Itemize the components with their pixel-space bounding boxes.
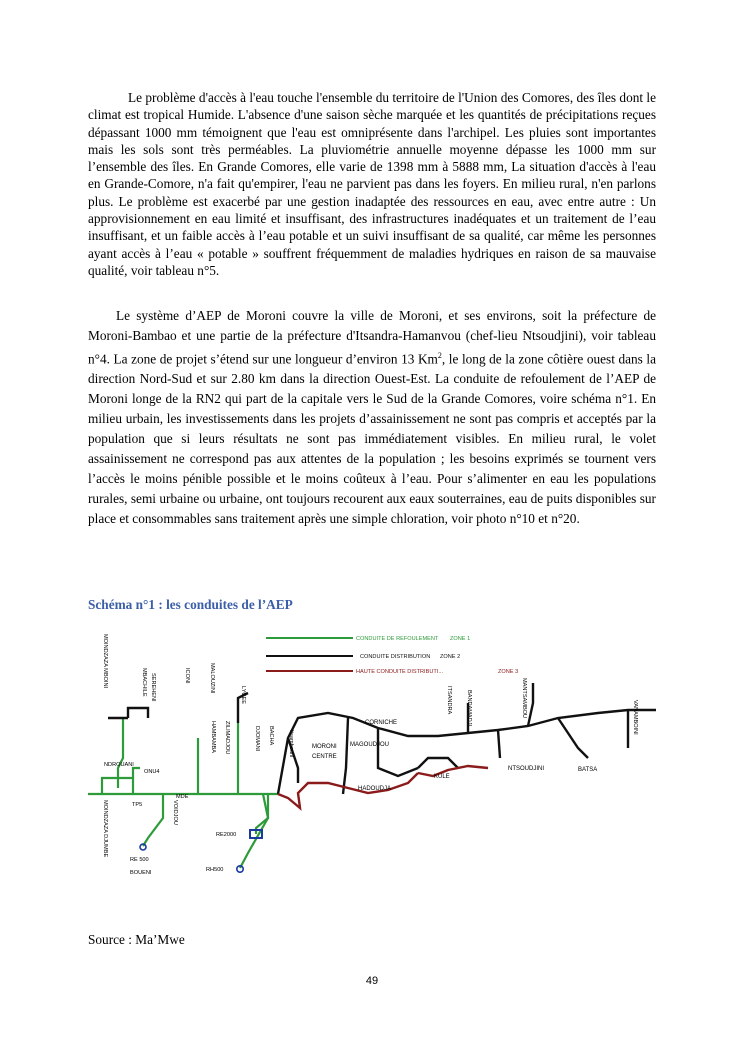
red-kule-line [418,766,488,776]
label-mantsambou: MANTSAMBOU [521,678,527,719]
label-mde: MDE [176,794,189,800]
legend-label-haute: HAUTE CONDUITE DISTRIBUTI... [356,669,444,675]
black-moroni-stub [343,718,348,794]
label-hambaamba: HAMBAMBA [210,721,216,754]
label-magoudjou: MAGOUDJOU [350,742,389,748]
label-moindzaza-djumbe: MOINDZAZA DJUMBE [102,800,108,858]
label-kule: KULE [434,774,450,780]
legend-label-refoulement: CONDUITE DE REFOULEMENT [356,636,439,642]
label-onu4: ONU4 [144,769,160,775]
label-zilimadjou: ZILIMADJOU [224,721,230,755]
label-malouzini: MALOUZINI [209,663,215,694]
legend-label-distribution: CONDUITE DISTRIBUTION [360,654,431,660]
paragraph-aep-moroni [88,306,656,529]
aep-pipeline-schema [88,618,656,882]
black-mbachile [128,708,148,718]
label-hadoudja: HADOUDJA [358,786,392,792]
label-re500: RE 500 [130,857,149,863]
legend-zone-3: ZONE 3 [498,669,519,675]
black-magoudjou [418,758,458,768]
label-rh500: RH500 [206,867,224,873]
label-moindzaza-mboini: MOINDZAZA MBOINI [102,634,108,689]
black-mantsambou [528,683,533,726]
refoulement-lines [88,718,278,868]
green-voidjou-branch [143,794,163,846]
source-caption: Source : Ma’Mwe [88,932,185,947]
label-djomani: DJOMANI [254,726,260,752]
label-centre: CENTRE [312,754,337,760]
label-bandamadji: BANDAMADJI [466,690,472,727]
green-onu4-branch [133,768,140,778]
paragraph-aep-part2: , le long de la zone côtière ouest dans la direction Nord-Sud et sur 2.80 km dans la direction Ouest-Est. La conduite de refoulement de l’AEP de Moroni longe de la RN2 qui part de la capitale vers le Sud de la Grande Comores, voire schéma n°1. En milieu urbain, les investissements dans les projets d’assainissement ne sont pas compris et acceptés par la population que si leurs résultats ne sont pas immédiatement visibles. En milieu rural, le volet assainissement ne correspond pas aux attentes de la population ; les besoins exprimés se tournent vers l’accès le moins pénible possible et le moins coûteux à l’eau. Pour s’alimenter en eau les populations rurales, semi urbaine ou urbaine, ont toujours recourent aux eaux souterraines, eau de puits disponibles sur place et consommables sans traitement après une simple chloration, voir photo n°10 et n°20. [88,351,657,527]
legend-zone-2: ZONE 2 [440,654,461,660]
label-voidjou: VOIDJOU [172,800,178,825]
label-bacha: BACHA [268,726,274,746]
label-tp5: TP5 [132,802,143,808]
label-ndrouani: NDROUANI [104,762,134,768]
label-corniche: CORNICHE [365,720,398,726]
label-boueni: BOUENI [130,870,152,876]
page-number: 49 [365,975,379,987]
label-batsa: BATSA [578,767,598,773]
label-lycee: LYCEE [240,686,246,704]
label-itsandra: ITSANDRA [446,686,452,715]
paragraph-aep-part1: Le système d’AEP de Moroni couvre la ville de Moroni, et ses environs, soit la préfecture de Moroni-Bambao et une partie de la préfecture d'Itsandra-Hamanvou (chef-lieu Ntsoudjini), voir tableau n°4. La zone de projet s’étend sur une longueur d’environ 13 Km [88,308,656,367]
label-sereheni: SEREHENI [150,673,156,702]
paragraph-water-access: Le problème d'accès à l'eau touche l'ensemble du territoire de l'Union des Comores, des îles dont le climat est tropical Humide. L'absence d'une saison sèche marquée et les quantités de précipitations reçues dépassant 1000 mm témoignent que l'eau est omniprésente dans l'archipel. Les pluies sont importantes mais les sols sont très perméables. La pluviométrie annuelle moyenne dépasse les 1000 mm sur l’ensemble des îles. En Grande Comores, elle varie de 1398 mm à 5888 mm, La situation d'accès à l'eau en Grande-Comore, n'a fait qu'empirer, l'eau ne parvient pas dans les foyers. En milieu rural, n'en parlons plus. Le problème est exacerbé par une gestion inadaptée des ressources en eau, avec entre autre : Un approvisionnement en eau limité et insuffisant, des infrastructures inadéquates et un traitement de l’eau insuffisant, et un faible accès à l’eau potable et un suivi insuffisant de sa qualité, car même les personnes ayant accès à l’eau « potable » souffrent fréquemment de maladies hydriques en raison de sa mauvaise qualité, voir tableau n°5. [88,90,656,278]
label-re2000: RE2000 [216,832,237,838]
legend [266,636,518,675]
label-moroni: MORONI [312,744,337,750]
label-itsambouni: Itsambouni [288,730,294,758]
figure-title: Schéma n°1 : les conduites de l’AEP [88,597,293,612]
black-batsa [558,718,588,758]
superscript-2: 2 [437,351,442,360]
label-mbachile: MBACHILE [141,668,147,697]
distribution-lines [108,683,656,794]
label-ntsoudjini: NTSOUDJINI [508,766,544,772]
legend-zone-1: ZONE 1 [450,636,471,642]
label-vanamboini: VANAMBOINI [632,700,638,735]
black-ntsoudjini-stub [498,730,500,758]
label-iconi: ICONI [184,668,190,684]
pipeline-schema-svg [88,618,656,882]
